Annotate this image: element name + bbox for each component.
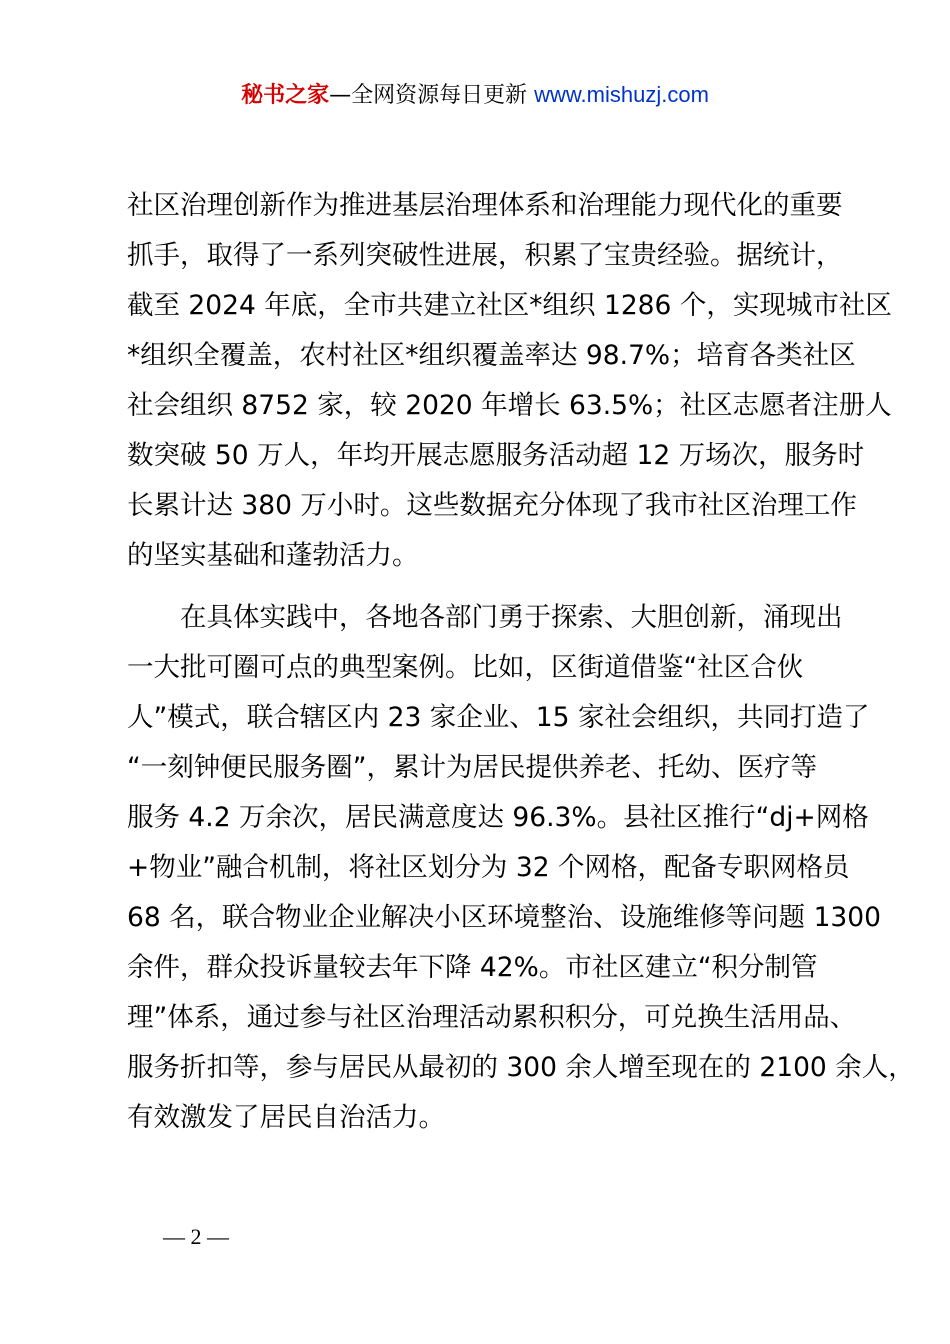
header-tagline: —全网资源每日更新 — [329, 83, 535, 108]
paragraph-2-line-9: 理”体系，通过参与社区治理活动累积积分，可兑换生活用品、 — [127, 1002, 857, 1033]
paragraph-1-line-4: *组织全覆盖，农村社区*组织覆盖率达 98.7%；培育各类社区 — [127, 340, 856, 371]
paragraph-1-line-7: 长累计达 380 万小时。这些数据充分体现了我市社区治理工作 — [127, 490, 857, 521]
paragraph-2-line-8: 余件，群众投诉量较去年下降 42%。市社区建立“积分制管 — [127, 952, 818, 983]
paragraph-2-line-3: 人”模式，联合辖区内 23 家企业、15 家社会组织，共同打造了 — [127, 702, 870, 733]
paragraph-2-line-4: “一刻钟便民服务圈”，累计为居民提供养老、托幼、医疗等 — [127, 752, 817, 783]
site-header — [0, 78, 950, 113]
paragraph-1-line-2: 抓手，取得了一系列突破性进展，积累了宝贵经验。据统计， — [127, 240, 843, 271]
paragraph-1-line-1: 社区治理创新作为推进基层治理体系和治理能力现代化的重要 — [127, 190, 843, 221]
paragraph-1-line-3: 截至 2024 年底，全市共建立社区*组织 1286 个，实现城市社区 — [127, 290, 892, 321]
paragraph-1-line-6: 数突破 50 万人，年均开展志愿服务活动超 12 万场次，服务时 — [127, 440, 865, 471]
paragraph-2-line-6: +物业”融合机制，将社区划分为 32 个网格，配备专职网格员 — [127, 852, 850, 883]
site-url-link[interactable]: www.mishuzj.com — [534, 82, 709, 107]
paragraph-2-line-2: 一大批可圈可点的典型案例。比如，区街道借鉴“社区合伙 — [127, 652, 804, 683]
paragraph-2-line-7: 68 名，联合物业企业解决小区环境整治、设施维修等问题 1300 — [127, 902, 882, 933]
paragraph-2-line-10: 服务折扣等，参与居民从最初的 300 余人增至现在的 2100 余人， — [127, 1052, 915, 1083]
paragraph-2-line-1: 在具体实践中，各地各部门勇于探索、大胆创新，涌现出 — [127, 602, 843, 633]
paragraph-2-line-5: 服务 4.2 万余次，居民满意度达 96.3%。县社区推行“dj+网格 — [127, 802, 869, 833]
page-number: — 2 — — [163, 1224, 229, 1249]
brand-name: 秘书之家 — [241, 83, 330, 108]
paragraph-1-line-8: 的坚实基础和蓬勃活力。 — [127, 540, 419, 571]
paragraph-1-line-5: 社会组织 8752 家，较 2020 年增长 63.5%；社区志愿者注册人 — [127, 390, 892, 421]
paragraph-2-line-11: 有效激发了居民自治活力。 — [127, 1102, 445, 1133]
